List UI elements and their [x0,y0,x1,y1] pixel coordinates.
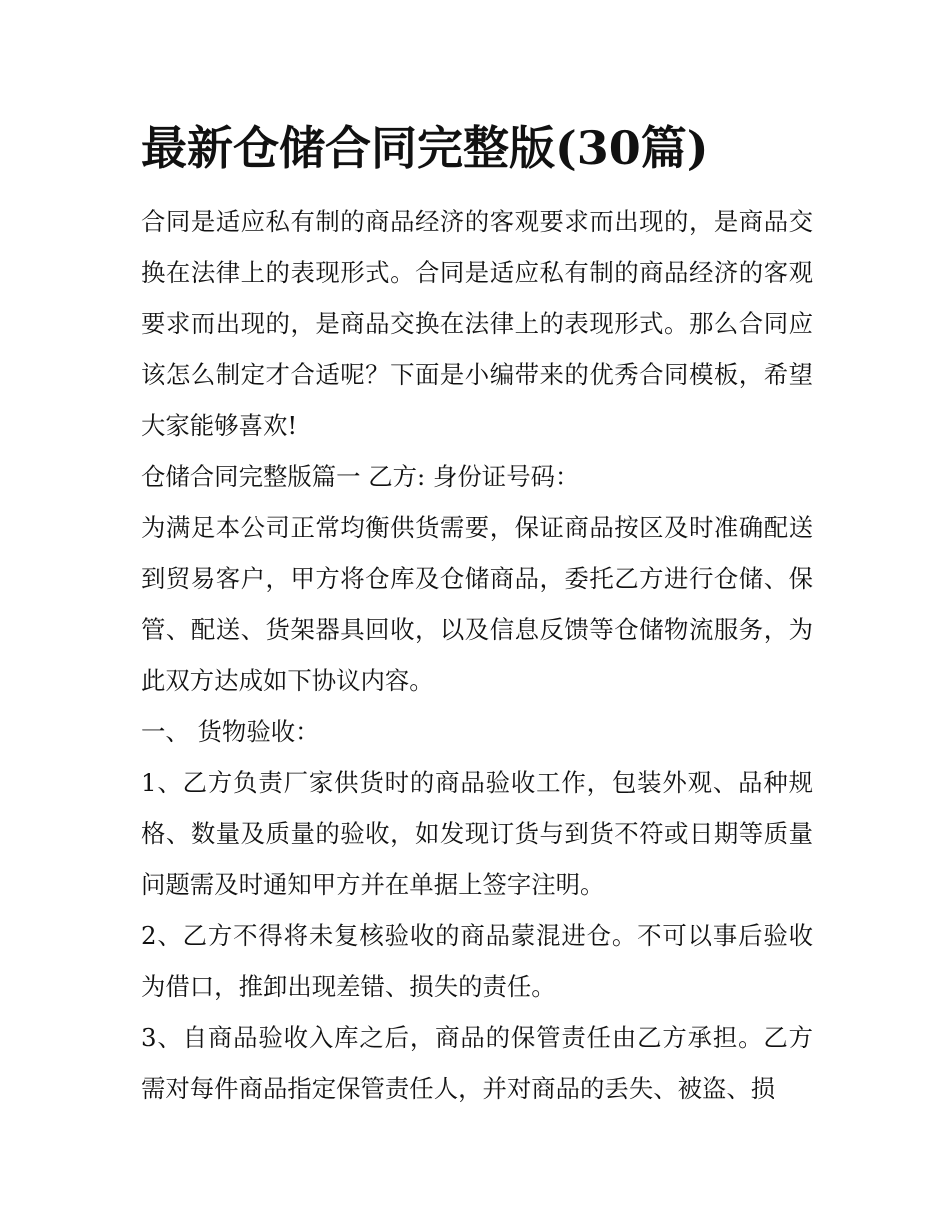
clause-3: 3、自商品验收入库之后，商品的保管责任由乙方承担。乙方需对每件商品指定保管责任人，并对商品的丢失、被盗、损 [141,1023,813,1103]
document-title: 最新仓储合同完整版(30篇) [141,121,709,175]
clause-1: 1、乙方负责厂家供货时的商品验收工作，包装外观、品种规格、数量及质量的验收，如发现订货与到货不符或日期等质量问题需及时通知甲方并在单据上签字注明。 [141,768,813,899]
document-body [141,118,813,1114]
clause-2: 2、乙方不得将未复核验收的商品蒙混进仓。不可以事后验收为借口，推卸出现差错、损失的责任。 [141,921,813,1001]
intro-paragraph: 合同是适应私有制的商品经济的客观要求而出现的，是商品交换在法律上的表现形式。合同是适应私有制的商品经济的客观要求而出现的，是商品交换在法律上的表现形式。那么合同应该怎么制定才合适呢？下面是小编带来的优秀合同模板，希望大家能够喜欢! [141,207,813,440]
purpose-paragraph: 为满足本公司正常均衡供货需要，保证商品按区及时准确配送到贸易客户，甲方将仓库及仓储商品，委托乙方进行仓储、保管、配送、货架器具回收，以及信息反馈等仓储物流服务，为此双方达成如下协议内容。 [141,513,813,695]
section-heading-acceptance: 一、 货物验收： [141,717,320,746]
section-heading-party: 仓储合同完整版篇一 乙方: 身份证号码： [141,462,580,491]
